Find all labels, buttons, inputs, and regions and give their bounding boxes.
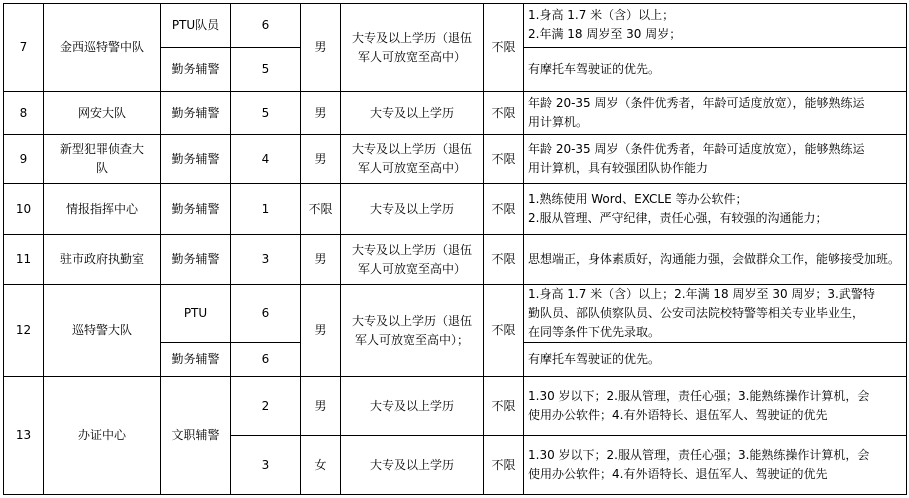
requirements: 1.熟练使用 Word、EXCLE 等办公软件； 2.服从管理、严守纪律，责任心强，有较强的沟通能力； — [524, 184, 907, 235]
gender: 女 — [301, 436, 341, 495]
post-count: 3 — [231, 436, 301, 495]
gender: 男 — [301, 4, 341, 92]
post-type: 文职辅警 — [161, 377, 231, 495]
requirements: 1.身高 1.7 米（含）以上； 2.年满 18 周岁至 30 周岁； — [524, 4, 907, 48]
major: 不限 — [484, 436, 524, 495]
education: 大专及以上学历（退伍 军人可放宽至高中） — [341, 235, 484, 285]
education: 大专及以上学历（退伍 军人可放宽至高中）； — [341, 285, 484, 377]
table-row — [4, 4, 907, 48]
education: 大专及以上学历（退伍 军人可放宽至高中） — [341, 4, 484, 92]
post-type: 勤务辅警 — [161, 92, 231, 135]
major: 不限 — [484, 135, 524, 184]
row-number: 9 — [4, 135, 44, 184]
post-type: 勤务辅警 — [161, 48, 231, 92]
table-row — [4, 92, 907, 135]
major: 不限 — [484, 92, 524, 135]
gender: 不限 — [301, 184, 341, 235]
education: 大专及以上学历 — [341, 184, 484, 235]
row-number: 7 — [4, 4, 44, 92]
post-type: 勤务辅警 — [161, 135, 231, 184]
post-type: PTU — [161, 285, 231, 343]
unit-name: 金西巡特警中队 — [44, 4, 161, 92]
requirements: 1.30 岁以下；2.服从管理，责任心强；3.能熟练操作计算机，会 使用办公软件；4.有外语特长、退伍军人、驾驶证的优先 — [524, 436, 907, 495]
unit-name: 新型犯罪侦查大 队 — [44, 135, 161, 184]
gender: 男 — [301, 285, 341, 377]
post-count: 5 — [231, 48, 301, 92]
post-count: 5 — [231, 92, 301, 135]
requirements: 有摩托车驾驶证的优先。 — [524, 343, 907, 377]
major: 不限 — [484, 377, 524, 436]
table-row — [4, 184, 907, 235]
requirements: 思想端正，身体素质好，沟通能力强，会做群众工作，能够接受加班。 — [524, 235, 907, 285]
post-type: 勤务辅警 — [161, 343, 231, 377]
post-count: 1 — [231, 184, 301, 235]
gender: 男 — [301, 92, 341, 135]
row-number: 8 — [4, 92, 44, 135]
unit-name: 办证中心 — [44, 377, 161, 495]
post-count: 6 — [231, 285, 301, 343]
gender: 男 — [301, 135, 341, 184]
requirements: 年龄 20-35 周岁（条件优秀者，年龄可适度放宽），能够熟练运 用计算机，具有较强团队协作能力 — [524, 135, 907, 184]
row-number: 12 — [4, 285, 44, 377]
education: 大专及以上学历（退伍 军人可放宽至高中） — [341, 135, 484, 184]
post-type: PTU队员 — [161, 4, 231, 48]
post-count: 3 — [231, 235, 301, 285]
post-count: 4 — [231, 135, 301, 184]
recruitment-table — [3, 3, 907, 495]
unit-name: 网安大队 — [44, 92, 161, 135]
row-number: 10 — [4, 184, 44, 235]
post-count: 6 — [231, 343, 301, 377]
major: 不限 — [484, 184, 524, 235]
post-count: 2 — [231, 377, 301, 436]
major: 不限 — [484, 235, 524, 285]
table-row — [4, 377, 907, 436]
unit-name: 巡特警大队 — [44, 285, 161, 377]
requirements: 有摩托车驾驶证的优先。 — [524, 48, 907, 92]
education: 大专及以上学历 — [341, 92, 484, 135]
unit-name: 情报指挥中心 — [44, 184, 161, 235]
table-row — [4, 285, 907, 343]
gender: 男 — [301, 377, 341, 436]
post-type: 勤务辅警 — [161, 235, 231, 285]
major: 不限 — [484, 4, 524, 92]
gender: 男 — [301, 235, 341, 285]
unit-name: 驻市政府执勤室 — [44, 235, 161, 285]
post-count: 6 — [231, 4, 301, 48]
requirements: 1.身高 1.7 米（含）以上；2.年满 18 周岁至 30 周岁；3.武警特 勤队员、部队侦察队员、公安司法院校特警等相关专业毕业生， 在同等条件下优先录取。 — [524, 285, 907, 343]
education: 大专及以上学历 — [341, 436, 484, 495]
table-row — [4, 135, 907, 184]
requirements: 年龄 20-35 周岁（条件优秀者，年龄可适度放宽），能够熟练运 用计算机。 — [524, 92, 907, 135]
table-row — [4, 235, 907, 285]
row-number: 11 — [4, 235, 44, 285]
post-type: 勤务辅警 — [161, 184, 231, 235]
requirements: 1.30 岁以下；2.服从管理，责任心强；3.能熟练操作计算机，会 使用办公软件；4.有外语特长、退伍军人、驾驶证的优先 — [524, 377, 907, 436]
major: 不限 — [484, 285, 524, 377]
education: 大专及以上学历 — [341, 377, 484, 436]
row-number: 13 — [4, 377, 44, 495]
